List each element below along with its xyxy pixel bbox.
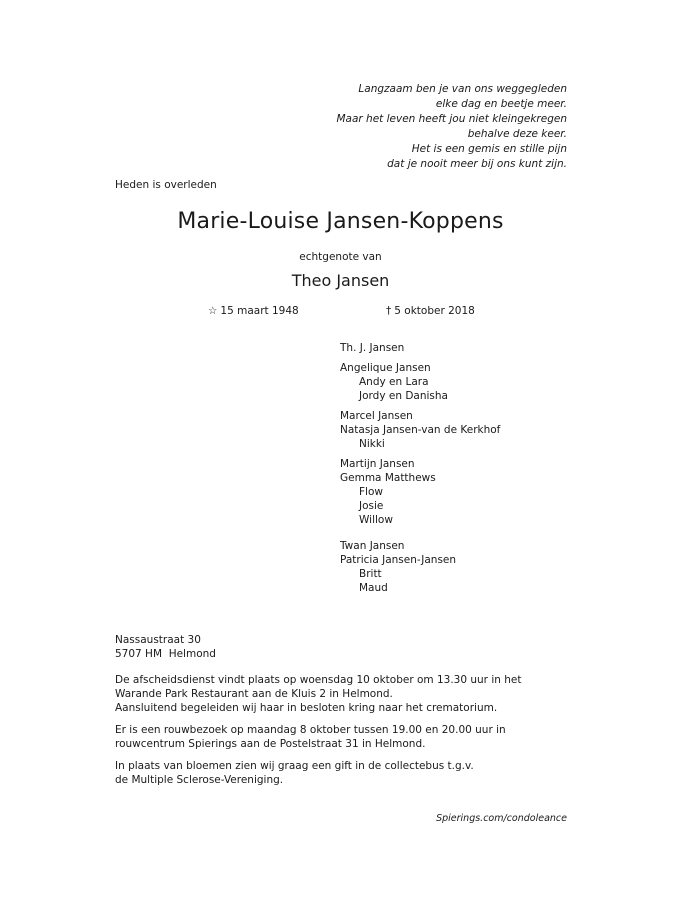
grandchild: Jordy en Danisha [359,390,448,402]
donation-paragraph [115,759,555,787]
poem-line: behalve deze keer. [467,128,567,140]
family-group [340,457,500,527]
poem-line: Het is een gemis en stille pijn [411,143,567,155]
address-city-line [115,647,216,661]
grandchild: Willow [359,514,393,526]
paragraph-line: Aansluitend begeleiden wij haar in besloten kring naar het crematorium. [115,702,498,714]
paragraph-line: Warande Park Restaurant aan de Kluis 2 in Helmond. [115,688,393,700]
condolence-link[interactable]: Spierings.com/condoleance [436,813,567,824]
address-city: Helmond [168,648,216,660]
grandchild: Flow [359,486,383,498]
family-member: Twan Jansen [340,540,405,552]
address-postcode: 5707 HM [115,648,163,660]
grandchild: Andy en Lara [359,376,429,388]
family-group [340,409,500,451]
correspondence-address [115,633,216,661]
family-member: Gemma Matthews [340,472,436,484]
poem-line: Maar het leven heeft jou niet kleingekregen [336,113,567,125]
poem [336,82,567,172]
address-street: Nassaustraat 30 [115,634,201,646]
star-icon: ☆ [208,305,218,317]
death-date [386,305,475,317]
funeral-paragraph [115,673,555,715]
family-member: Marcel Jansen [340,410,413,422]
paragraph-line: In plaats van bloemen zien wij graag een gift in de collectebus t.g.v. [115,760,474,772]
family-member: Natasja Jansen-van de Kerkhof [340,424,501,436]
intro-text: Heden is overleden [115,179,217,191]
spouse-name: Theo Jansen [291,271,390,290]
birth-date [208,305,299,317]
family-member: Martijn Jansen [340,458,415,470]
grandchild: Nikki [359,438,385,450]
cross-icon: † [386,305,392,317]
spouse-label: echtgenote van [299,251,382,263]
grandchild: Maud [359,582,388,594]
poem-line: Langzaam ben je van ons weggegleden [358,83,567,95]
family-group [340,539,500,595]
paragraph-line: de Multiple Sclerose-Vereniging. [115,774,284,786]
death-date-text: 5 oktober 2018 [394,305,475,317]
family-member: Th. J. Jansen [340,342,405,354]
poem-line: dat je nooit meer bij ons kunt zijn. [387,158,567,170]
paragraph-line: Er is een rouwbezoek op maandag 8 oktober tussen 19.00 en 20.00 uur in [115,724,506,736]
paragraph-line: De afscheidsdienst vindt plaats op woensdag 10 oktober om 13.30 uur in het [115,674,522,686]
service-info [115,673,555,795]
family-member: Angelique Jansen [340,362,431,374]
visitation-paragraph [115,723,555,751]
deceased-name: Marie-Louise Jansen-Koppens [177,209,504,234]
family-group [340,361,500,403]
poem-line: elke dag en beetje meer. [435,98,567,110]
family-group [340,341,500,355]
grandchild: Britt [359,568,382,580]
birth-date-text: 15 maart 1948 [220,305,299,317]
family-member: Patricia Jansen-Jansen [340,554,457,566]
paragraph-line: rouwcentrum Spierings aan de Postelstraat 31 in Helmond. [115,738,426,750]
family-list [340,341,500,601]
grandchild: Josie [359,500,384,512]
